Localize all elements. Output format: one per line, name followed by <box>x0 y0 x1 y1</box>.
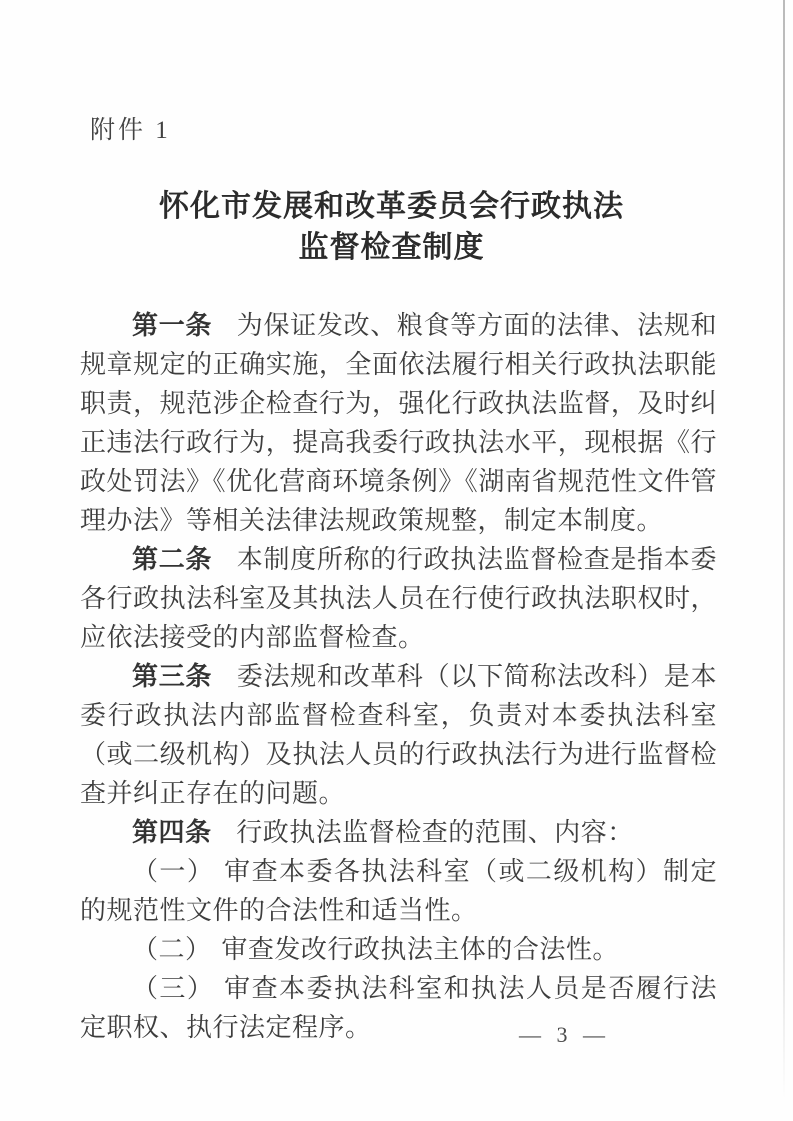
scan-artifact-line <box>783 0 785 1100</box>
paragraph-article-2 <box>80 540 717 657</box>
paragraph-article-1 <box>80 306 717 540</box>
article-2-label: 第二条 <box>132 545 213 574</box>
article-3-label: 第三条 <box>132 662 213 691</box>
item-1-text: 审查本委各执法科室（或二级机构）制定的规范性文件的合法性和适当性。 <box>80 857 717 925</box>
document-title <box>0 186 783 268</box>
paragraph-item-3 <box>80 969 717 1047</box>
item-2-text: 审查发改行政执法主体的合法性。 <box>221 935 619 964</box>
paragraph-item-1 <box>80 852 717 930</box>
item-3-text: 审查本委执法科室和执法人员是否履行法定职权、执行法定程序。 <box>80 974 717 1042</box>
item-3-label: （三） <box>132 974 215 1003</box>
paragraph-article-3 <box>80 657 717 813</box>
page-number: — 3 — <box>519 1022 610 1047</box>
item-2-label: （二） <box>132 935 212 964</box>
article-3-text: 委法规和改革科（以下简称法改科）是本委行政执法内部监督检查科室，负责对本委执法科室（或二级机构）及执法人员的行政执法行为进行监督检查并纠正存在的问题。 <box>80 662 717 808</box>
article-1-label: 第一条 <box>132 311 213 340</box>
article-4-label: 第四条 <box>132 818 212 847</box>
article-4-text: 行政执法监督检查的范围、内容： <box>236 818 634 847</box>
item-1-label: （一） <box>132 857 215 886</box>
paragraph-item-2 <box>80 930 717 969</box>
document-body <box>80 306 717 1047</box>
article-2-text: 本制度所称的行政执法监督检查是指本委各行政执法科室及其执法人员在行使行政执法职权时，应依法接受的内部监督检查。 <box>80 545 717 652</box>
document-title-line-2: 监督检查制度 <box>298 231 485 264</box>
document-title-line-1: 怀化市发展和改革委员会行政执法 <box>159 190 624 223</box>
paragraph-article-4 <box>80 813 717 852</box>
article-1-text: 为保证发改、粮食等方面的法律、法规和规章规定的正确实施，全面依法履行相关行政执法职能职责，规范涉企检查行为，强化行政执法监督，及时纠正违法行政行为，提高我委行政执法水平，现根据《行政处罚法》《优化营商环境条例》《湖南省规范性文件管理办法》等相关法律法规政策规整，制定本制度。 <box>80 311 717 535</box>
attachment-label: 附件 1 <box>90 117 171 144</box>
